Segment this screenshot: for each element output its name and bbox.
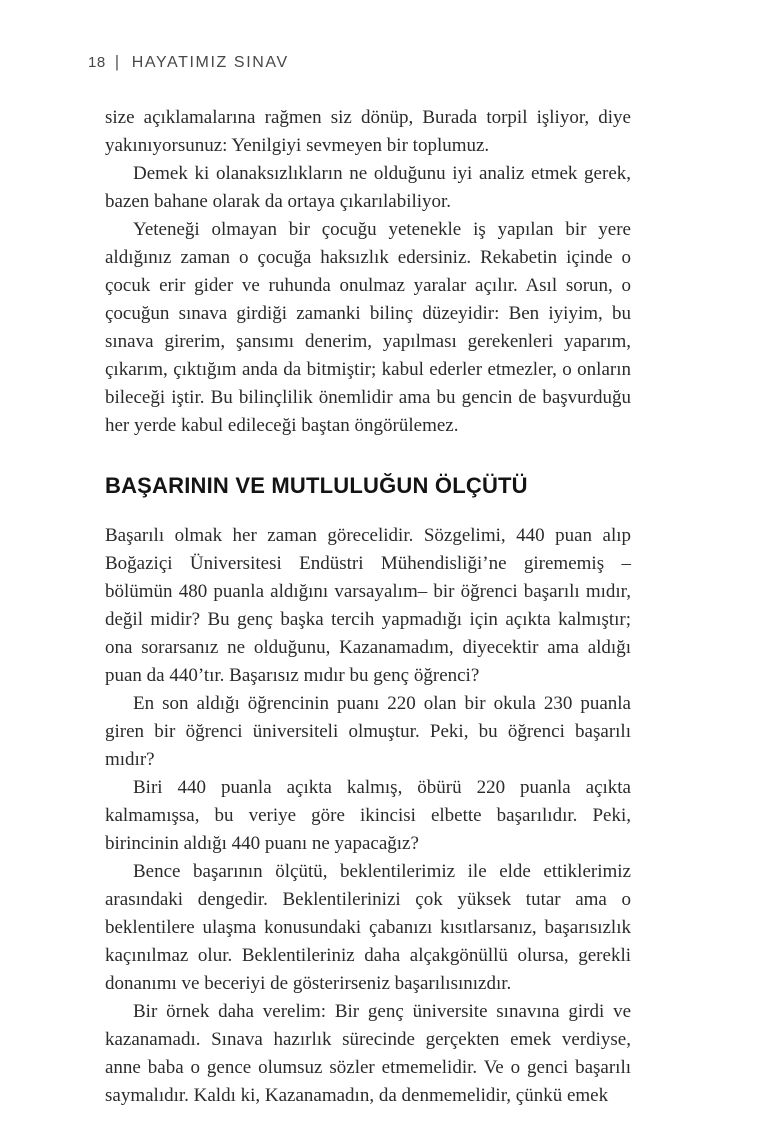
body-paragraph: Başarılı olmak her zaman görecelidir. Sözgelimi, 440 puan alıp Boğaziçi Üniversitesi Endüstri Mühendisliği’ne girememiş –bölümün 480 puanla aldığını varsayalım– bir öğrenci başarılı mıdır, değil midir? Bu genç başka tercih yapmadığı için açıkta kalmıştır; ona sorarsanız ne olduğunu, Kazanamadım, diyecektir ama aldığı puan da 440’tır. Başarısız mıdır bu genç öğrenci?	[105, 525, 631, 686]
body-paragraph: size açıklamalarına rağmen siz dönüp, Burada torpil işliyor, diye yakınıyorsunuz: Yenilgiyi sevmeyen bir toplumuz.	[105, 107, 631, 156]
body-paragraph: Demek ki olanaksızlıkların ne olduğunu iyi analiz etmek gerek, bazen bahane olarak da ortaya çıkarılabiliyor.	[105, 163, 631, 212]
body-paragraph: Bence başarının ölçütü, beklentilerimiz ile elde ettiklerimiz arasındaki dengedir. Beklentilerinizi çok yüksek tutar ama o beklentilere ulaşma konusundaki çabanızı kısıtlarsanız, başarısızlık kaçınılmaz olur. Beklentileriniz daha alçakgönüllü olursa, gerekli donanımı ve beceriyi de gösterirseniz başarılısınızdır.	[105, 861, 631, 994]
section-heading: BAŞARININ VE MUTLULUĞUN ÖLÇÜTÜ	[105, 473, 528, 498]
body-paragraph: Bir örnek daha verelim: Bir genç üniversite sınavına girdi ve kazanamadı. Sınava hazırlık sürecinde gerçekten emek verdiyse, anne baba o gence olumsuz sözler etmemelidir. Ve o genci başarılı saymalıdır. Kaldı ki, Kazanamadın, da denmemelidir, çünkü emek	[105, 1001, 631, 1106]
running-header	[88, 52, 289, 72]
body-paragraph: Yeteneği olmayan bir çocuğu yetenekle iş yapılan bir yere aldığınız zaman o çocuğa haksızlık edersiniz. Rekabetin içinde o çocuk erir gider ve ruhunda onulmaz yaralar açılır. Asıl sorun, o çocuğun sınava girdiği zamanki bilinç düzeyidir: Ben iyiyim, bu sınava girerim, şansımı denerim, yapılması gerekenleri yaparım, çıkarım, çıktığım anda da bitmiştir; kabul ederler etmezler, o onların bileceği iştir. Bu bilinçlilik önemlidir ama bu gencin de başvurduğu her yerde kabul edileceği baştan öngörülemez.	[105, 219, 631, 436]
page-content	[105, 104, 631, 1110]
header-separator: |	[114, 52, 121, 71]
running-title: HAYATIMIZ SINAV	[131, 54, 289, 71]
body-paragraph: En son aldığı öğrencinin puanı 220 olan bir okula 230 puanla giren bir öğrenci üniversiteli olmuştur. Peki, bu öğrenci başarılı mıdır?	[105, 693, 631, 770]
body-paragraph: Biri 440 puanla açıkta kalmış, öbürü 220 puanla açıkta kalmamışsa, bu veriye göre ikincisi elbette başarılıdır. Peki, birincinin aldığı 440 puanı ne yapacağız?	[105, 777, 631, 854]
page-number: 18	[88, 54, 106, 71]
